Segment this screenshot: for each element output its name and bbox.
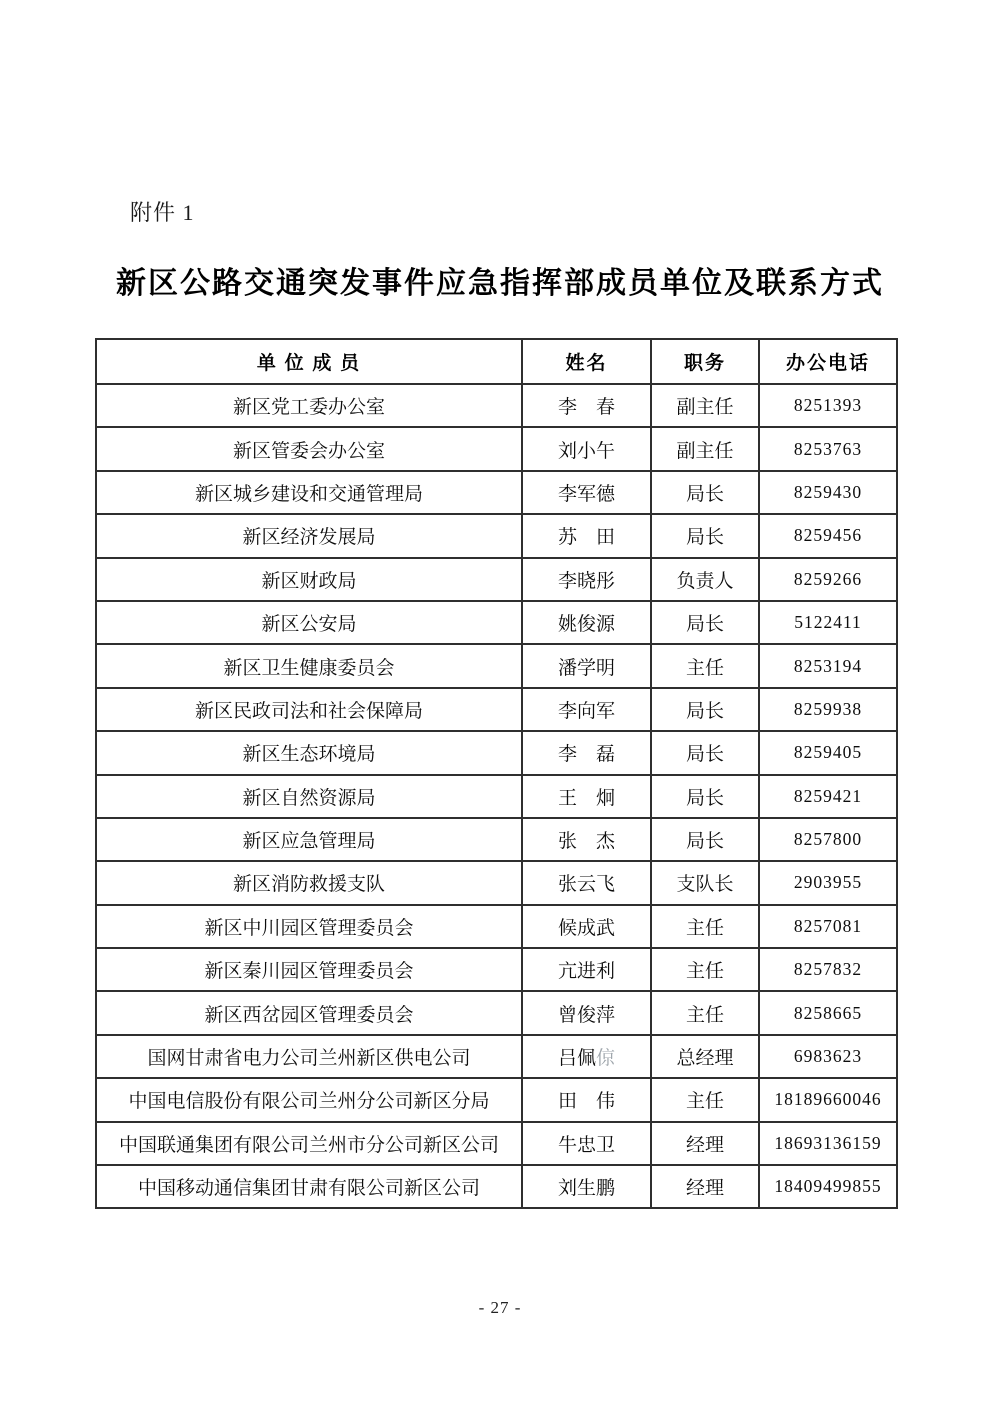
position-cell: 局长 xyxy=(651,514,759,557)
position-cell: 总经理 xyxy=(651,1035,759,1078)
position-cell: 副主任 xyxy=(651,384,759,427)
table-row xyxy=(96,861,897,904)
table-row xyxy=(96,948,897,991)
table-row xyxy=(96,1078,897,1121)
position-cell: 局长 xyxy=(651,775,759,818)
name-cell: 田 伟 xyxy=(522,1078,651,1121)
table-row xyxy=(96,818,897,861)
name-cell: 张 杰 xyxy=(522,818,651,861)
phone-cell: 8259430 xyxy=(759,471,897,514)
table-row xyxy=(96,427,897,470)
position-cell: 局长 xyxy=(651,818,759,861)
phone-cell: 6983623 xyxy=(759,1035,897,1078)
phone-cell: 18189660046 xyxy=(759,1078,897,1121)
table-row xyxy=(96,558,897,601)
unit-cell: 新区民政司法和社会保障局 xyxy=(96,688,522,731)
position-cell: 局长 xyxy=(651,601,759,644)
position-cell: 经理 xyxy=(651,1122,759,1165)
phone-cell: 18693136159 xyxy=(759,1122,897,1165)
phone-cell: 8253194 xyxy=(759,644,897,687)
phone-cell: 8259938 xyxy=(759,688,897,731)
page-title: 新区公路交通突发事件应急指挥部成员单位及联系方式 xyxy=(116,267,884,300)
name-cell: 吕佩倞 xyxy=(522,1035,651,1078)
table-row xyxy=(96,775,897,818)
table-header-cell: 单 位 成 员 xyxy=(96,339,522,384)
unit-cell: 新区管委会办公室 xyxy=(96,427,522,470)
position-cell: 副主任 xyxy=(651,427,759,470)
name-cell: 刘生鹏 xyxy=(522,1165,651,1208)
table-header-cell: 办公电话 xyxy=(759,339,897,384)
phone-cell: 8259405 xyxy=(759,731,897,774)
position-cell: 主任 xyxy=(651,1078,759,1121)
table-header-cell: 职务 xyxy=(651,339,759,384)
table-row xyxy=(96,471,897,514)
table-body xyxy=(96,384,897,1208)
name-cell: 张云飞 xyxy=(522,861,651,904)
unit-cell: 新区西岔园区管理委员会 xyxy=(96,991,522,1034)
phone-cell: 8257081 xyxy=(759,905,897,948)
phone-cell: 8259266 xyxy=(759,558,897,601)
phone-cell: 5122411 xyxy=(759,601,897,644)
table-row xyxy=(96,1165,897,1208)
unit-cell: 新区应急管理局 xyxy=(96,818,522,861)
table-row xyxy=(96,601,897,644)
unit-cell: 新区卫生健康委员会 xyxy=(96,644,522,687)
phone-cell: 8259456 xyxy=(759,514,897,557)
position-cell: 主任 xyxy=(651,948,759,991)
position-cell: 负责人 xyxy=(651,558,759,601)
unit-cell: 新区中川园区管理委员会 xyxy=(96,905,522,948)
name-cell: 亢进利 xyxy=(522,948,651,991)
position-cell: 局长 xyxy=(651,731,759,774)
unit-cell: 国网甘肃省电力公司兰州新区供电公司 xyxy=(96,1035,522,1078)
name-cell: 李晓彤 xyxy=(522,558,651,601)
name-cell: 李军德 xyxy=(522,471,651,514)
unit-cell: 中国移动通信集团甘肃有限公司新区公司 xyxy=(96,1165,522,1208)
table-row xyxy=(96,905,897,948)
name-cell: 牛忠卫 xyxy=(522,1122,651,1165)
name-cell: 苏 田 xyxy=(522,514,651,557)
name-cell: 候成武 xyxy=(522,905,651,948)
phone-cell: 8251393 xyxy=(759,384,897,427)
phone-cell: 8253763 xyxy=(759,427,897,470)
name-cell: 曾俊萍 xyxy=(522,991,651,1034)
phone-cell: 8257800 xyxy=(759,818,897,861)
name-cell: 王 炯 xyxy=(522,775,651,818)
unit-cell: 新区城乡建设和交通管理局 xyxy=(96,471,522,514)
unit-cell: 新区财政局 xyxy=(96,558,522,601)
phone-cell: 8259421 xyxy=(759,775,897,818)
name-cell: 李 磊 xyxy=(522,731,651,774)
name-cell: 李向军 xyxy=(522,688,651,731)
unit-cell: 新区生态环境局 xyxy=(96,731,522,774)
table-row xyxy=(96,514,897,557)
faded-character: 倞 xyxy=(596,1048,616,1070)
position-cell: 主任 xyxy=(651,991,759,1034)
unit-cell: 中国联通集团有限公司兰州市分公司新区公司 xyxy=(96,1122,522,1165)
unit-cell: 新区消防救援支队 xyxy=(96,861,522,904)
table-row xyxy=(96,688,897,731)
position-cell: 支队长 xyxy=(651,861,759,904)
table-row xyxy=(96,384,897,427)
unit-cell: 新区经济发展局 xyxy=(96,514,522,557)
contact-table xyxy=(95,338,898,1209)
phone-cell: 8258665 xyxy=(759,991,897,1034)
phone-cell: 18409499855 xyxy=(759,1165,897,1208)
table-row xyxy=(96,1122,897,1165)
position-cell: 主任 xyxy=(651,905,759,948)
unit-cell: 中国电信股份有限公司兰州分公司新区分局 xyxy=(96,1078,522,1121)
name-cell: 刘小午 xyxy=(522,427,651,470)
position-cell: 局长 xyxy=(651,471,759,514)
table-row xyxy=(96,731,897,774)
page-number: - 27 - xyxy=(478,1298,522,1317)
position-cell: 经理 xyxy=(651,1165,759,1208)
table-row xyxy=(96,1035,897,1078)
unit-cell: 新区公安局 xyxy=(96,601,522,644)
position-cell: 主任 xyxy=(651,644,759,687)
table-row xyxy=(96,644,897,687)
name-cell: 李 春 xyxy=(522,384,651,427)
phone-cell: 8257832 xyxy=(759,948,897,991)
unit-cell: 新区自然资源局 xyxy=(96,775,522,818)
unit-cell: 新区秦川园区管理委员会 xyxy=(96,948,522,991)
attachment-label: 附件 1 xyxy=(130,200,195,225)
name-cell: 姚俊源 xyxy=(522,601,651,644)
table-row xyxy=(96,991,897,1034)
table-head-row xyxy=(96,339,897,384)
name-cell: 潘学明 xyxy=(522,644,651,687)
phone-cell: 2903955 xyxy=(759,861,897,904)
unit-cell: 新区党工委办公室 xyxy=(96,384,522,427)
position-cell: 局长 xyxy=(651,688,759,731)
table-header-cell: 姓名 xyxy=(522,339,651,384)
